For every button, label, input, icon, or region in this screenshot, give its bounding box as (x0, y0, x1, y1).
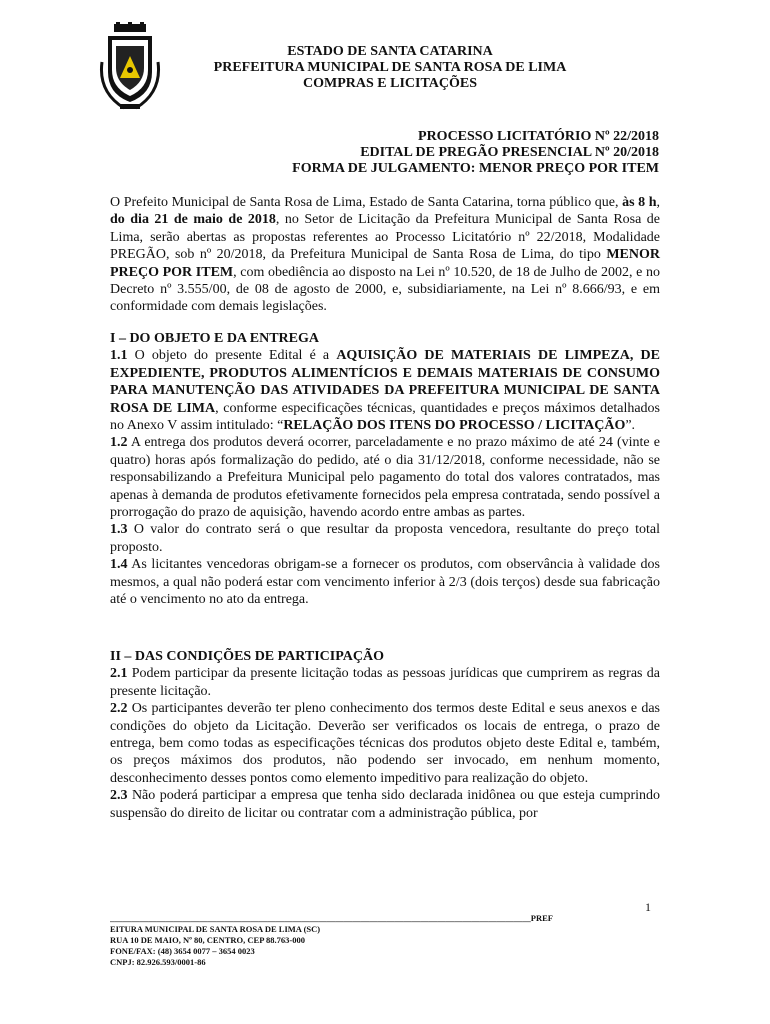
section-participation (110, 648, 660, 822)
process-heading (292, 129, 659, 177)
clause-number: 1.4 (110, 557, 128, 573)
footer-rule: ___________________________________________________________________________________________________PREF (110, 913, 553, 923)
section-title: II – DAS CONDIÇÕES DE PARTICIPAÇÃO (110, 649, 384, 664)
judgment-form: FORMA DE JULGAMENTO: MENOR PREÇO POR ITEM (292, 161, 659, 176)
footer-cnpj: CNPJ: 82.926.593/0001-86 (110, 957, 206, 967)
intro-time: às 8 h (622, 195, 657, 210)
clause-text: Podem participar da presente licitação todas as pessoas jurídicas que cumprirem as regras da presente licitação. (110, 666, 660, 699)
page-number: 1 (645, 900, 651, 914)
clause-2-1 (110, 665, 660, 700)
clause-number: 1.1 (110, 348, 128, 364)
footer-phone: FONE/FAX: (48) 3654 0077 – 3654 0023 (110, 946, 255, 956)
clause-number: 2.1 (110, 666, 128, 682)
clause-text: A entrega dos produtos deverá ocorrer, parceladamente e no prazo máximo de até 24 (vinte e quatro) horas após formalização do pedido, até o dia 31/12/2018, conforme necessidade, não se responsabilizando a Prefeitura Municipal pelo pagamento do total dos valores contratados, mas apenas à demanda de produtos efetivamente fornecidos pela empresa contratada, sendo possível a prorrogação do prazo de aquisição, havendo acordo entre ambas as partes. (110, 435, 660, 521)
clause-annex-title: RELAÇÃO DOS ITENS DO PROCESSO / LICITAÇÃO (283, 418, 626, 434)
clause-text: ”. (625, 418, 636, 434)
section-object (110, 330, 660, 609)
footer-address: RUA 10 DE MAIO, Nº 80, CENTRO, CEP 88.763-000 (110, 935, 306, 945)
intro-section (110, 194, 660, 316)
section-title: I – DO OBJETO E DA ENTREGA (110, 331, 320, 346)
intro-text-2: , (656, 195, 660, 210)
clause-1-2 (110, 434, 660, 521)
clause-2-2 (110, 700, 660, 787)
clause-text: , conforme especificações técnicas, quantidades e preços máximos detalhados no Anexo V assim intitulado: “ (110, 400, 660, 434)
page-footer (110, 913, 660, 968)
process-number: PROCESSO LICITATÓRIO Nº 22/2018 (418, 129, 659, 144)
footer-institution: EITURA MUNICIPAL DE SANTA ROSA DE LIMA (SC) (110, 924, 321, 934)
header-department: COMPRAS E LICITAÇÕES (303, 76, 477, 91)
clause-object: AQUISIÇÃO DE MATERIAIS DE LIMPEZA, DE EXPEDIENTE, PRODUTOS ALIMENTÍCIOS E DEMAIS MATERIAIS DE CONSUMO PARA MANUTENÇÃO DAS ATIVIDADES DA PREFEITURA MUNICIPAL DE SANTA ROSA DE LIMA (110, 348, 661, 416)
clause-text: O valor do contrato será o que resultar da proposta vencedora, resultante do preço total proposto. (110, 522, 660, 555)
edital-number: EDITAL DE PREGÃO PRESENCIAL Nº 20/2018 (360, 145, 659, 160)
clause-text: As licitantes vencedoras obrigam-se a fornecer os produtos, com observância à validade dos mesmos, a qual não poderá estar com vencimento inferior à 2/3 (dois terços) desde sua fabricação até o vencimento no ato da entrega. (110, 557, 660, 608)
clause-number: 2.3 (110, 788, 128, 804)
clause-1-4 (110, 556, 660, 608)
intro-text-1: O Prefeito Municipal de Santa Rosa de Lima, Estado de Santa Catarina, torna público que, (110, 195, 623, 210)
clause-number: 1.3 (110, 522, 128, 538)
clause-1-3 (110, 521, 660, 556)
municipal-coat-of-arms (98, 22, 162, 112)
clause-text: Não poderá participar a empresa que tenha sido declarada inidônea ou que esteja cumprindo suspensão do direito de licitar ou contratar com a administração pública, por (110, 788, 660, 821)
intro-date: do dia 21 de maio de 2018 (110, 212, 276, 228)
clause-number: 2.2 (110, 701, 128, 717)
clause-2-3 (110, 787, 660, 822)
document-header (180, 44, 600, 92)
intro-text-4: , com obediência ao disposto na Lei nº 10.520, de 18 de Julho de 2002, e no Decreto nº 3.555/00, de 08 de agosto de 2000, e, subsidiariamente, na Lei nº 8.666/93, e em conformidade com demais legislações. (110, 264, 661, 315)
intro-text-3: , no Setor de Licitação da Prefeitura Municipal de Santa Rosa de Lima, serão abertas as propostas referentes ao Processo Licitatório nº 22/2018, Modalidade PREGÃO, sob nº 20/2018, da Prefeitura Municipal de Santa Rosa de Lima, do tipo (110, 212, 661, 263)
clause-number: 1.2 (110, 435, 128, 451)
clause-text: Os participantes deverão ter pleno conhecimento dos termos deste Edital e seus anexos e das condições do objeto da Licitação. Deverão ser verificados os locais de entrega, o prazo de entrega, bem como todas as especificações técnicas dos produtos objeto deste Edital e, também, os preços máximos dos produtos, não podendo ser invocado, em nenhum momento, desconhecimento desses pontos como elemento impeditivo para realização do objeto. (110, 701, 660, 786)
clause-1-1 (110, 347, 660, 434)
header-prefecture: PREFEITURA MUNICIPAL DE SANTA ROSA DE LIMA (213, 60, 567, 75)
intro-paragraph (110, 194, 660, 316)
intro-type: MENOR PREÇO POR ITEM (110, 247, 660, 280)
header-state: ESTADO DE SANTA CATARINA (287, 44, 493, 59)
clause-text: O objeto do presente Edital é a (127, 348, 337, 364)
